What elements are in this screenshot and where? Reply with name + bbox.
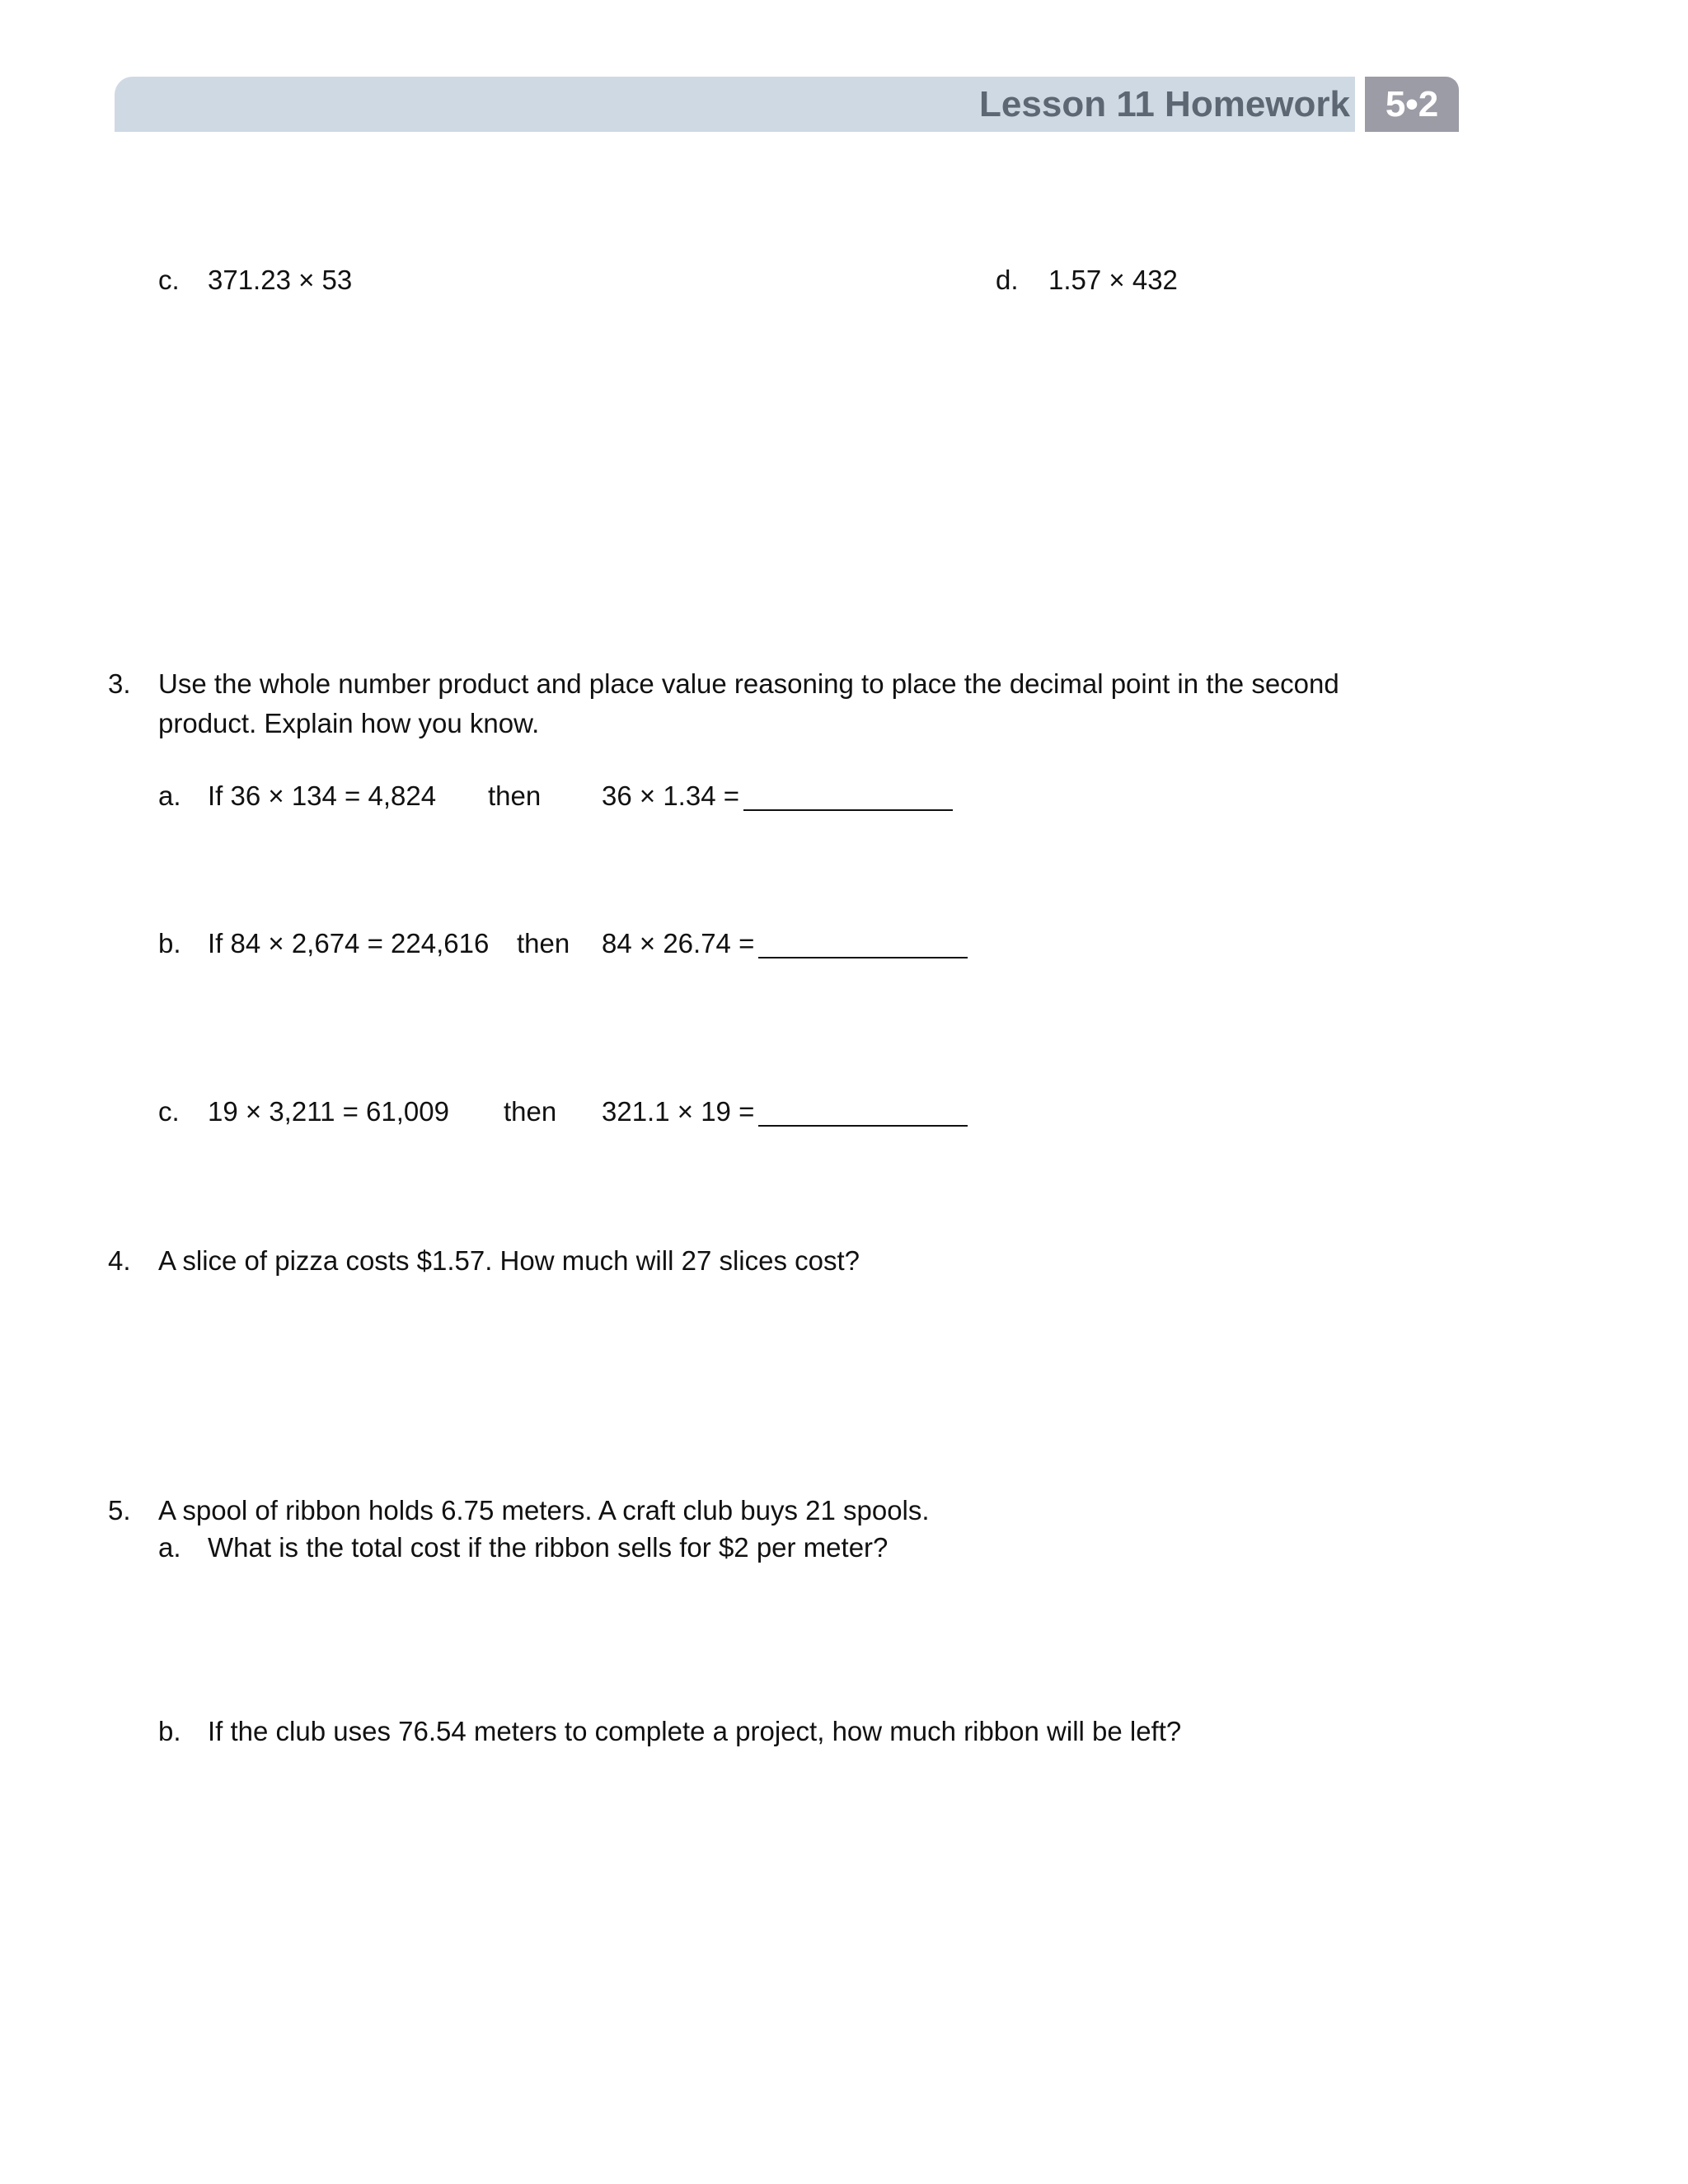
problem-3a-then: then — [488, 780, 542, 811]
problem-2c-expression: 371.23 × 53 — [208, 265, 353, 295]
problem-3c-expression: 321.1 × 19 = — [602, 1096, 755, 1127]
problem-3b-then: then — [517, 928, 570, 958]
problem-3b-given: If 84 × 2,674 = 224,616 — [208, 928, 490, 958]
problem-3a-given: If 36 × 134 = 4,824 — [208, 780, 437, 811]
problem-5-number: 5. — [108, 1495, 131, 1526]
problem-3a-label: a. — [158, 780, 181, 811]
problem-3-prompt-line2: product. Explain how you know. — [158, 708, 540, 738]
problem-2c-label: c. — [158, 265, 180, 295]
problem-3c-given: 19 × 3,211 = 61,009 — [208, 1096, 449, 1127]
problem-3b-label: b. — [158, 928, 181, 958]
problem-4-number: 4. — [108, 1245, 131, 1276]
problem-3b-expression: 84 × 26.74 = — [602, 928, 755, 958]
problem-5a-text: What is the total cost if the ribbon sells for $2 per meter? — [208, 1532, 889, 1563]
problem-3c-answer-blank[interactable] — [758, 1099, 968, 1127]
problem-3a-answer-blank[interactable] — [743, 783, 953, 811]
problem-5b-text: If the club uses 76.54 meters to complete a project, how much ribbon will be left? — [208, 1716, 1182, 1746]
problem-2d-expression: 1.57 × 432 — [1048, 265, 1178, 295]
problem-5b-label: b. — [158, 1716, 181, 1746]
problem-3-number: 3. — [108, 668, 131, 699]
page-title: Lesson 11 Homework — [979, 84, 1350, 124]
problem-3a-expression: 36 × 1.34 = — [602, 780, 739, 811]
problem-2d-label: d. — [996, 265, 1019, 295]
problem-3c-then: then — [504, 1096, 557, 1127]
problem-3b-answer-blank[interactable] — [758, 930, 968, 958]
problem-4-text: A slice of pizza costs $1.57. How much will 27 slices cost? — [158, 1245, 860, 1276]
problem-3-prompt-line1: Use the whole number product and place value reasoning to place the decimal point in the second — [158, 668, 1339, 699]
problem-3c-label: c. — [158, 1096, 180, 1127]
module-badge: 5•2 — [1365, 77, 1459, 132]
problem-5-text: A spool of ribbon holds 6.75 meters. A craft club buys 21 spools. — [158, 1495, 930, 1526]
problem-5a-label: a. — [158, 1532, 181, 1563]
